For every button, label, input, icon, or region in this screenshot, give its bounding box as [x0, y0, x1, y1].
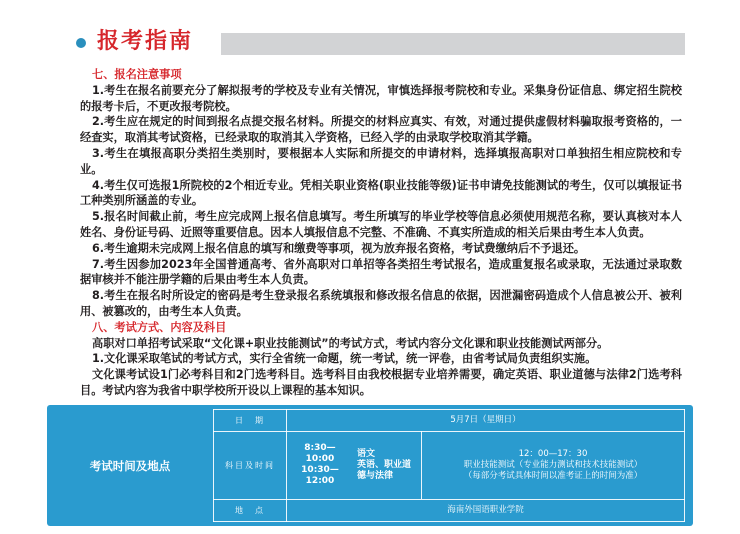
table-row: [214, 431, 685, 499]
page-title: 报考指南: [97, 29, 194, 54]
exam-paragraph: 1.文化课采取笔试的考试方式，实行全省统一命题，统一考试，统一评卷，由省考试局负责组织实施。: [92, 352, 597, 366]
schedule-label: 考试时间及地点: [89, 458, 171, 473]
notes-paragraph: 6.考生逾期未完成网上报名信息的填写和缴费等事项，视为放弃报名资格，考试费缴纳后不予退还。: [92, 241, 586, 255]
table-row: [214, 500, 685, 522]
subject-item: 语文: [357, 448, 376, 459]
notes-paragraph: 5.报名时间截止前，考生应完成网上报名信息填写。考生所填写的毕业学校等信息必须使用规范名称，要认真核对本人姓名、身份证号码、近照等重要信息。因本人填报信息不完整、不准确、不真实所造成的相关后果由考生本人负责。: [80, 210, 682, 239]
title-decor-bar: [221, 33, 685, 55]
guide-content: [80, 67, 682, 399]
subject-item: 英语、职业道德与法律: [357, 459, 412, 481]
notes-paragraph: 7.考生因参加2023年全国普通高考、省外高职对口单招等各类招生考试报名，造成重复报名或录取，无法通过录取数据审核并不能注册学籍的后果由考生本人负责。: [80, 257, 682, 287]
notes-paragraph: 1.考生在报名前要充分了解拟报考的学校及专业有关情况，审慎选择报考院校和专业。采集身份证信息、绑定招生院校的报考卡后，不更改报考院校。: [80, 83, 682, 113]
time-slot: 10:30—12:00: [301, 465, 339, 487]
skill-note: （每部分考试具体时间以准考证上的时间为准）: [463, 470, 643, 481]
notes-paragraph: 4.考生仅可选报1所院校的2个相近专业。凭相关职业资格(职业技能等级)证书申请免技能测试的考生，仅可以填报证书工种类别所涵盖的专业。: [80, 178, 682, 208]
skill-time: 12：00—17：30: [518, 448, 588, 459]
bullet-dot-icon: [76, 38, 86, 48]
table-row: [214, 410, 685, 432]
schedule-table: [213, 409, 685, 522]
exam-subjects: [353, 431, 422, 499]
subject-label: 科目及时间: [214, 431, 287, 499]
time-slot: 8:30—10:00: [304, 443, 336, 465]
page-header: [0, 0, 740, 66]
exam-paragraph: 文化课考试设1门必考科目和2门选考科目。选考科目由我校根据专业培养需要，确定英语、职业道德与法律2门选考科目。考试内容为我省中职学校所开设以上课程的基本知识。: [80, 368, 682, 397]
notes-paragraph: 2.考生应在规定的时间到报名点提交报名材料。所提交的材料应真实、有效，对通过提供虚假材料骗取报考资格的，一经查实，取消其考试资格，已经录取的取消其入学资格，已经入学的由录取学校取消其学籍。: [80, 115, 682, 145]
location-value: 海南外国语职业学院: [287, 500, 685, 522]
exam-times: [287, 431, 354, 499]
skill-description: 职业技能测试（专业能力测试和技术技能测试）: [463, 459, 643, 470]
exam-paragraph: 高职对口单招考试采取“文化课+职业技能测试”的考试方式，考试内容分文化课和职业技能测试两部分。: [92, 336, 609, 350]
location-label: 地 点: [214, 500, 287, 522]
date-label: 日 期: [214, 410, 287, 432]
skill-test-cell: [422, 431, 685, 499]
notes-paragraph: 8.考生在报名时所设定的密码是考生登录报名系统填报和修改报名信息的依据，因泄漏密码造成个人信息被公开、被利用、被篡改的，由考生本人负责。: [80, 289, 682, 318]
notes-paragraph: 3.考生在填报高职分类招生类别时，要根据本人实际和所提交的申请材料，选择填报高职对口单独招生相应院校和专业。: [80, 146, 682, 176]
section-heading-exam: 八、考试方式、内容及科目: [92, 320, 227, 334]
exam-schedule-box: [47, 405, 693, 526]
section-heading-notes: 七、报名注意事项: [92, 68, 182, 81]
date-value: 5月7日（星期日）: [287, 410, 685, 432]
